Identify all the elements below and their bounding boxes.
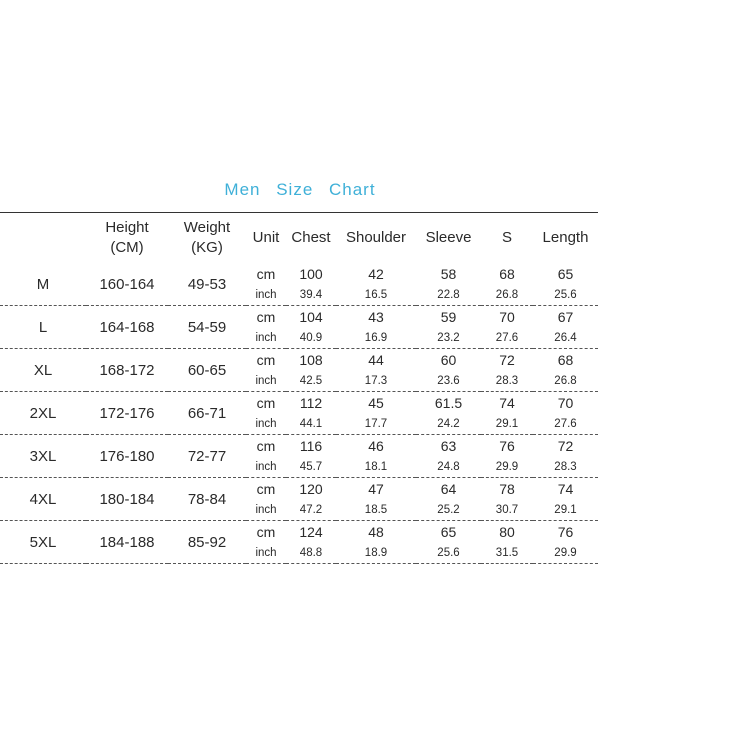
size-cell: 3XL: [29, 447, 57, 465]
s-cm-cell: 68: [499, 265, 515, 282]
shoulder-cm-cell: 47: [368, 480, 384, 497]
sleeve-inch-cell: 23.2: [437, 331, 460, 344]
unit-inch-cell: inch: [255, 374, 277, 387]
s-cm-cell: 80: [499, 523, 515, 540]
chest-inch-cell: 47.2: [299, 503, 323, 516]
header-length: Length: [542, 229, 589, 246]
unit-inch-cell: inch: [255, 331, 277, 344]
table-row: [0, 306, 598, 328]
weight-cell: 49-53: [187, 275, 227, 293]
sleeve-inch-cell: 22.8: [437, 288, 460, 301]
shoulder-inch-cell: 17.3: [364, 374, 388, 387]
s-cm-cell: 76: [499, 437, 515, 454]
shoulder-inch-cell: 18.9: [364, 546, 388, 559]
unit-inch-cell: inch: [255, 546, 277, 559]
header-shoulder: Shoulder: [345, 229, 407, 246]
length-inch-cell: 27.6: [554, 417, 577, 430]
length-cm-cell: 72: [557, 437, 574, 454]
weight-cell: 78-84: [187, 490, 227, 508]
chest-cm-cell: 104: [299, 308, 323, 325]
table-row: [0, 392, 598, 414]
unit-inch-cell: inch: [255, 460, 277, 473]
sleeve-cm-cell: 64: [440, 480, 457, 497]
size-cell: L: [38, 318, 48, 336]
weight-cell: 54-59: [187, 318, 227, 336]
size-table-container: [0, 212, 598, 564]
weight-cell: 66-71: [187, 404, 227, 422]
length-cm-cell: 67: [557, 308, 574, 325]
header-unit: Unit: [252, 229, 280, 246]
size-cell: M: [36, 275, 50, 293]
unit-cm-cell: cm: [256, 480, 276, 497]
unit-cm-cell: cm: [256, 265, 276, 282]
length-cm-cell: 76: [557, 523, 574, 540]
length-inch-cell: 25.6: [554, 288, 577, 301]
shoulder-cm-cell: 43: [368, 308, 384, 325]
header-size: [0, 213, 86, 264]
weight-cell: 85-92: [187, 533, 227, 551]
s-inch-cell: 27.6: [495, 331, 519, 344]
header-weight: Weight (KG): [183, 219, 231, 256]
length-inch-cell: 29.9: [554, 546, 577, 559]
header-row: [0, 213, 598, 264]
chest-inch-cell: 39.4: [299, 288, 323, 301]
length-cm-cell: 74: [557, 480, 574, 497]
s-inch-cell: 28.3: [495, 374, 519, 387]
chest-cm-cell: 112: [299, 394, 323, 411]
length-inch-cell: 29.1: [554, 503, 577, 516]
shoulder-cm-cell: 46: [368, 437, 384, 454]
shoulder-cm-cell: 45: [368, 394, 384, 411]
shoulder-inch-cell: 18.1: [364, 460, 388, 473]
shoulder-cm-cell: 44: [368, 351, 384, 368]
length-inch-cell: 26.8: [554, 374, 577, 387]
unit-cm-cell: cm: [256, 394, 276, 411]
length-inch-cell: 28.3: [554, 460, 577, 473]
sleeve-cm-cell: 61.5: [434, 394, 463, 411]
header-chest: Chest: [291, 229, 331, 246]
chart-title: Men Size Chart: [224, 180, 376, 199]
weight-cell: 60-65: [187, 361, 227, 379]
height-cell: 176-180: [99, 447, 155, 465]
s-cm-cell: 72: [499, 351, 515, 368]
s-cm-cell: 74: [499, 394, 515, 411]
sleeve-cm-cell: 58: [440, 265, 457, 282]
s-inch-cell: 29.1: [495, 417, 519, 430]
chest-cm-cell: 100: [299, 265, 323, 282]
s-inch-cell: 31.5: [495, 546, 519, 559]
size-table: [0, 212, 598, 564]
chest-cm-cell: 124: [299, 523, 323, 540]
chest-cm-cell: 120: [299, 480, 323, 497]
size-cell: 2XL: [29, 404, 57, 422]
height-cell: 160-164: [99, 275, 155, 293]
sleeve-inch-cell: 25.2: [437, 503, 460, 516]
sleeve-inch-cell: 23.6: [437, 374, 460, 387]
unit-inch-cell: inch: [255, 417, 277, 430]
table-row: [0, 349, 598, 371]
chest-inch-cell: 48.8: [299, 546, 323, 559]
chest-inch-cell: 44.1: [299, 417, 323, 430]
s-cm-cell: 70: [499, 308, 515, 325]
unit-inch-cell: inch: [255, 503, 277, 516]
header-height: Height (CM): [105, 219, 149, 256]
s-cm-cell: 78: [499, 480, 515, 497]
table-row: [0, 478, 598, 500]
shoulder-inch-cell: 17.7: [364, 417, 388, 430]
s-inch-cell: 30.7: [495, 503, 519, 516]
chest-cm-cell: 116: [299, 437, 323, 454]
height-cell: 172-176: [99, 404, 155, 422]
unit-inch-cell: inch: [255, 288, 277, 301]
sleeve-inch-cell: 24.8: [437, 460, 460, 473]
shoulder-cm-cell: 48: [368, 523, 384, 540]
header-s: S: [501, 229, 512, 246]
height-cell: 168-172: [99, 361, 155, 379]
table-row: [0, 521, 598, 543]
unit-cm-cell: cm: [256, 308, 276, 325]
shoulder-inch-cell: 16.9: [364, 331, 388, 344]
height-cell: 164-168: [99, 318, 155, 336]
s-inch-cell: 29.9: [495, 460, 519, 473]
shoulder-cm-cell: 42: [368, 265, 384, 282]
length-cm-cell: 70: [557, 394, 574, 411]
sleeve-inch-cell: 25.6: [437, 546, 460, 559]
chest-cm-cell: 108: [299, 351, 323, 368]
table-body: [0, 263, 598, 564]
sleeve-cm-cell: 60: [440, 351, 457, 368]
header-sleeve: Sleeve: [425, 229, 472, 246]
weight-cell: 72-77: [187, 447, 227, 465]
shoulder-inch-cell: 18.5: [364, 503, 388, 516]
sleeve-cm-cell: 63: [440, 437, 457, 454]
unit-cm-cell: cm: [256, 523, 276, 540]
unit-cm-cell: cm: [256, 351, 276, 368]
height-cell: 180-184: [99, 490, 155, 508]
length-cm-cell: 65: [557, 265, 574, 282]
unit-cm-cell: cm: [256, 437, 276, 454]
chest-inch-cell: 40.9: [299, 331, 323, 344]
length-inch-cell: 26.4: [554, 331, 577, 344]
length-cm-cell: 68: [557, 351, 574, 368]
size-cell: 5XL: [29, 533, 57, 551]
s-inch-cell: 26.8: [495, 288, 519, 301]
shoulder-inch-cell: 16.5: [364, 288, 388, 301]
height-cell: 184-188: [99, 533, 155, 551]
sleeve-inch-cell: 24.2: [437, 417, 460, 430]
sleeve-cm-cell: 59: [440, 308, 457, 325]
table-row: [0, 435, 598, 457]
chest-inch-cell: 45.7: [299, 460, 323, 473]
size-cell: 4XL: [29, 490, 57, 508]
size-cell: XL: [33, 361, 53, 379]
table-row: [0, 263, 598, 284]
sleeve-cm-cell: 65: [440, 523, 457, 540]
chest-inch-cell: 42.5: [299, 374, 323, 387]
